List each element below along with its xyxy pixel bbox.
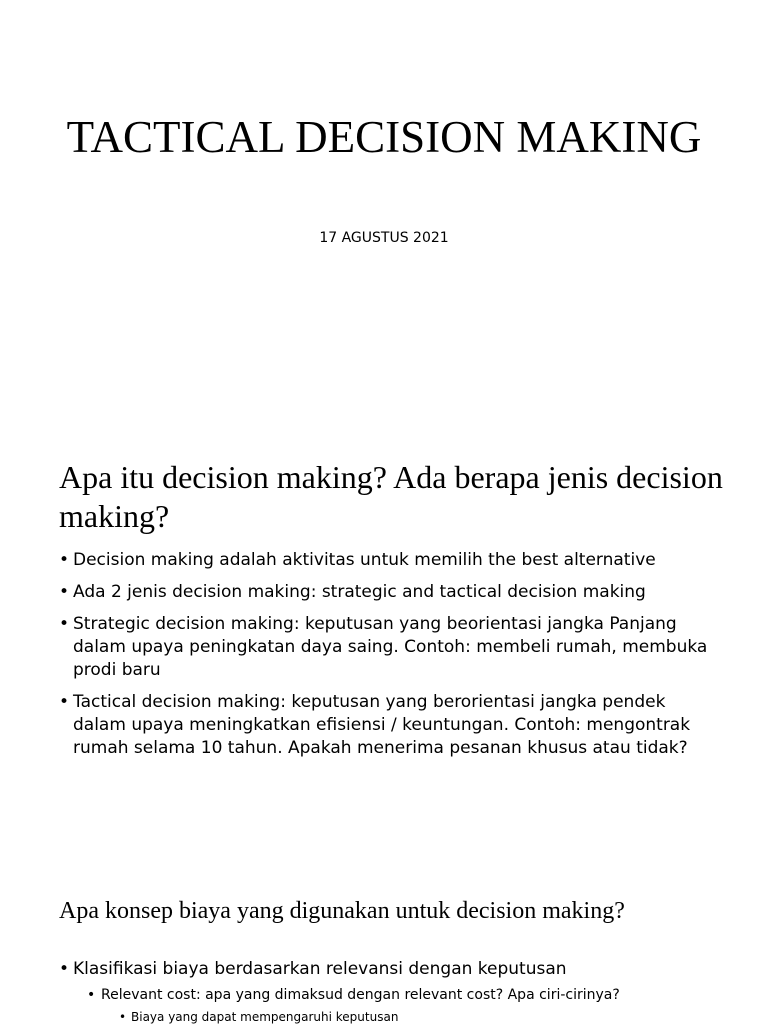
- slide-title: [0, 0, 768, 410]
- sub-bullet-item: • Relevant cost: apa yang dimaksud dengan relevant cost? Apa ciri-cirinya?: [59, 985, 749, 1005]
- bullet-item: • Strategic decision making: keputusan yang beorientasi jangka Panjang dalam upaya peningkatan daya saing. Contoh: membeli rumah, membuka prodi baru: [59, 613, 719, 682]
- bullet-list: [59, 549, 719, 769]
- slide-decision-making: [0, 432, 768, 852]
- bullet-item: • Ada 2 jenis decision making: strategic and tactical decision making: [59, 581, 719, 604]
- bullet-list: [59, 957, 749, 1024]
- bullet-item: • Tactical decision making: keputusan yang berorientasi jangka pendek dalam upaya meningkatkan efisiensi / keuntungan. Contoh: mengontrak rumah selama 10 tahun. Apakah menerima pesanan khusus atau tidak?: [59, 691, 719, 760]
- sub-sub-bullet-item: • Biaya yang dapat mempengaruhi keputusan: [59, 1009, 749, 1024]
- bullet-item: • Klasifikasi biaya berdasarkan relevansi dengan keputusan: [59, 957, 749, 981]
- bullet-item: • Decision making adalah aktivitas untuk memilih the best alternative: [59, 549, 719, 572]
- slide-cost-concept: [0, 860, 768, 1024]
- slide-heading: Apa konsep biaya yang digunakan untuk decision making?: [59, 898, 625, 924]
- slide-title-heading: TACTICAL DECISION MAKING: [66, 112, 702, 162]
- slide-date: 17 AGUSTUS 2021: [319, 230, 449, 246]
- slide-heading: Apa itu decision making? Ada berapa jenis decision making?: [59, 459, 723, 534]
